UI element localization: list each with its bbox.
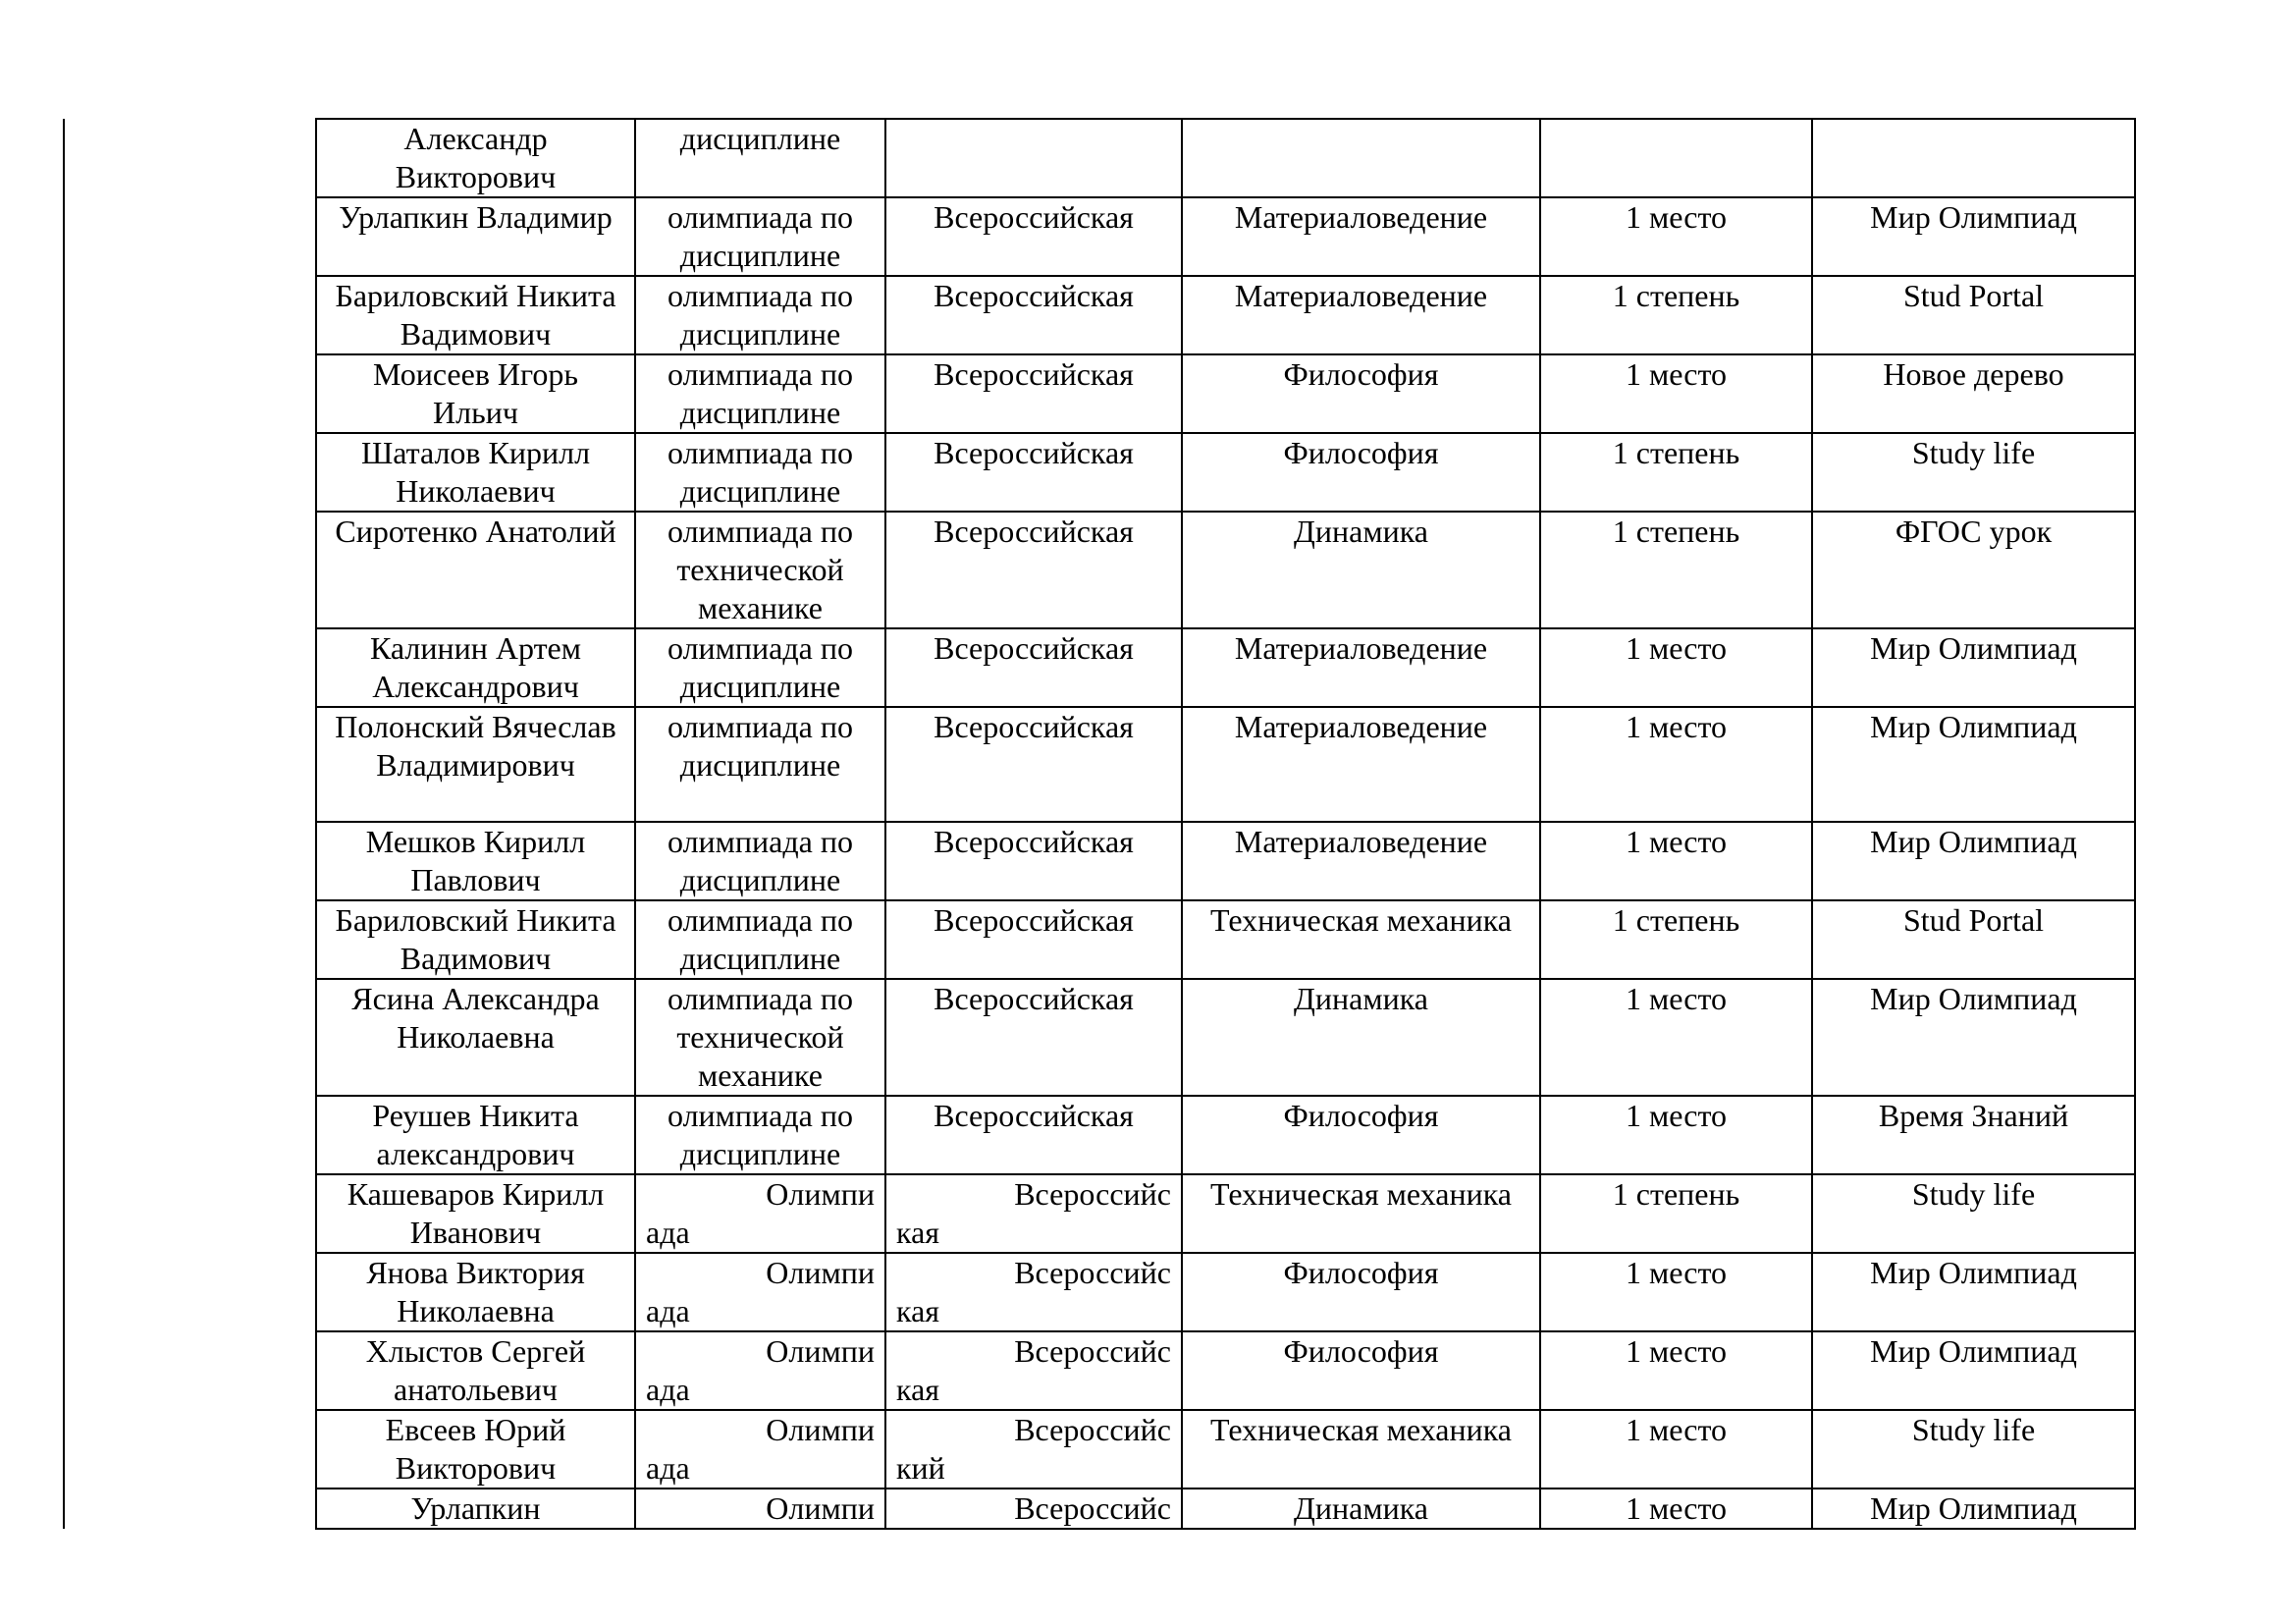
subject-cell: Философия (1182, 1253, 1540, 1331)
result-cell: 1 место (1540, 1489, 1812, 1529)
subject-cell: Материаловедение (1182, 707, 1540, 822)
table-row (64, 197, 2135, 276)
level-cell: Всероссийская (885, 628, 1182, 707)
level-part: Всероссийс (1014, 1176, 1171, 1212)
level-part: Всероссийс (1014, 1255, 1171, 1290)
student-name-cell: Хлыстов Сергей анатольевич (316, 1331, 635, 1410)
student-name-cell: Кашеваров Кирилл Иванович (316, 1174, 635, 1253)
subject-cell: Материаловедение (1182, 628, 1540, 707)
subject-cell: Техническая механика (1182, 900, 1540, 979)
result-cell: 1 место (1540, 1253, 1812, 1331)
table-row (64, 512, 2135, 628)
event-type-cell: олимпиада по дисциплине (635, 276, 885, 354)
table-row (64, 1253, 2135, 1331)
organizer-cell: Мир Олимпиад (1812, 979, 2135, 1096)
student-name-cell: Александр Викторович (316, 119, 635, 197)
organizer-cell (1812, 119, 2135, 197)
organizer-cell: Новое дерево (1812, 354, 2135, 433)
level-cell: Всероссийская (885, 354, 1182, 433)
result-cell: 1 место (1540, 979, 1812, 1096)
organizer-cell: Stud Portal (1812, 276, 2135, 354)
event-type-part: ада (646, 1293, 690, 1328)
organizer-cell: Мир Олимпиад (1812, 1489, 2135, 1529)
result-cell: 1 степень (1540, 1174, 1812, 1253)
result-cell: 1 степень (1540, 433, 1812, 512)
result-cell: 1 степень (1540, 900, 1812, 979)
event-type-part: ада (646, 1450, 690, 1486)
organizer-cell: Study life (1812, 1410, 2135, 1489)
event-type-part: Олимпи (766, 1333, 875, 1369)
event-type-cell: олимпиада по дисциплине (635, 900, 885, 979)
organizer-cell: Мир Олимпиад (1812, 628, 2135, 707)
level-part: Всероссийс (1014, 1412, 1171, 1447)
result-cell: 1 место (1540, 354, 1812, 433)
event-type-cell: Олимпи (635, 1489, 885, 1529)
level-cell (885, 1174, 1182, 1253)
result-cell: 1 место (1540, 822, 1812, 900)
organizer-cell: Мир Олимпиад (1812, 1253, 2135, 1331)
student-name-cell: Сиротенко Анатолий (316, 512, 635, 628)
olympiad-results-table (63, 118, 2136, 1530)
event-type-cell: олимпиада по технической механике (635, 979, 885, 1096)
subject-cell: Материаловедение (1182, 276, 1540, 354)
event-type-cell (635, 1174, 885, 1253)
subject-cell (1182, 119, 1540, 197)
result-cell: 1 место (1540, 1410, 1812, 1489)
result-cell: 1 место (1540, 1331, 1812, 1410)
table-row (64, 1331, 2135, 1410)
student-name-cell: Бариловский Никита Вадимович (316, 276, 635, 354)
organizer-cell: Мир Олимпиад (1812, 707, 2135, 822)
organizer-cell: Время Знаний (1812, 1096, 2135, 1174)
student-name-cell: Евсеев Юрий Викторович (316, 1410, 635, 1489)
event-type-cell: олимпиада по дисциплине (635, 707, 885, 822)
result-cell: 1 место (1540, 197, 1812, 276)
level-cell: Всероссийская (885, 707, 1182, 822)
table-row (64, 707, 2135, 822)
table-row (64, 119, 2135, 197)
event-type-cell: олимпиада по технической механике (635, 512, 885, 628)
result-cell: 1 место (1540, 707, 1812, 822)
event-type-cell (635, 1410, 885, 1489)
table-row (64, 1174, 2135, 1253)
level-cell: Всероссийс (885, 1489, 1182, 1529)
table-row (64, 628, 2135, 707)
event-type-cell (635, 1253, 885, 1331)
level-cell (885, 1331, 1182, 1410)
result-cell (1540, 119, 1812, 197)
student-name-cell: Янова Виктория Николаевна (316, 1253, 635, 1331)
event-type-part: Олимпи (766, 1176, 875, 1212)
event-type-part: ада (646, 1215, 690, 1250)
student-name-cell: Реушев Никита александрович (316, 1096, 635, 1174)
event-type-cell: дисциплине (635, 119, 885, 197)
level-part: кий (896, 1450, 945, 1486)
subject-cell: Динамика (1182, 512, 1540, 628)
level-cell: Всероссийская (885, 433, 1182, 512)
level-cell (885, 1410, 1182, 1489)
level-cell (885, 1253, 1182, 1331)
subject-cell: Философия (1182, 354, 1540, 433)
organizer-cell: Stud Portal (1812, 900, 2135, 979)
level-part: кая (896, 1215, 939, 1250)
level-cell: Всероссийская (885, 900, 1182, 979)
level-part: Всероссийс (1014, 1333, 1171, 1369)
table-row (64, 354, 2135, 433)
subject-cell: Динамика (1182, 979, 1540, 1096)
organizer-cell: Study life (1812, 433, 2135, 512)
student-name-cell: Мешков Кирилл Павлович (316, 822, 635, 900)
level-cell: Всероссийская (885, 822, 1182, 900)
event-type-cell: олимпиада по дисциплине (635, 1096, 885, 1174)
event-type-cell: олимпиада по дисциплине (635, 628, 885, 707)
table-row (64, 1489, 2135, 1529)
student-name-cell: Урлапкин Владимир (316, 197, 635, 276)
table-row (64, 822, 2135, 900)
table-row (64, 900, 2135, 979)
event-type-cell: олимпиада по дисциплине (635, 354, 885, 433)
result-cell: 1 место (1540, 1096, 1812, 1174)
event-type-cell: олимпиада по дисциплине (635, 197, 885, 276)
level-cell: Всероссийская (885, 512, 1182, 628)
result-cell: 1 место (1540, 628, 1812, 707)
table-row (64, 979, 2135, 1096)
subject-cell: Динамика (1182, 1489, 1540, 1529)
student-name-cell: Шаталов Кирилл Николаевич (316, 433, 635, 512)
event-type-cell (635, 1331, 885, 1410)
subject-cell: Философия (1182, 433, 1540, 512)
student-name-cell: Моисеев Игорь Ильич (316, 354, 635, 433)
subject-cell: Материаловедение (1182, 197, 1540, 276)
student-name-cell: Калинин Артем Александрович (316, 628, 635, 707)
student-name-cell: Ясина Александра Николаевна (316, 979, 635, 1096)
organizer-cell: Мир Олимпиад (1812, 1331, 2135, 1410)
result-cell: 1 степень (1540, 276, 1812, 354)
table-row (64, 1096, 2135, 1174)
subject-cell: Материаловедение (1182, 822, 1540, 900)
event-type-cell: олимпиада по дисциплине (635, 822, 885, 900)
result-cell: 1 степень (1540, 512, 1812, 628)
level-cell (885, 119, 1182, 197)
subject-cell: Философия (1182, 1096, 1540, 1174)
table-row (64, 276, 2135, 354)
level-cell: Всероссийская (885, 197, 1182, 276)
student-name-cell: Полонский Вячеслав Владимирович (316, 707, 635, 822)
event-type-part: Олимпи (766, 1412, 875, 1447)
level-cell: Всероссийская (885, 276, 1182, 354)
organizer-cell: ФГОС урок (1812, 512, 2135, 628)
organizer-cell: Мир Олимпиад (1812, 197, 2135, 276)
organizer-cell: Мир Олимпиад (1812, 822, 2135, 900)
event-type-cell: олимпиада по дисциплине (635, 433, 885, 512)
level-part: кая (896, 1293, 939, 1328)
table-row (64, 1410, 2135, 1489)
subject-cell: Техническая механика (1182, 1174, 1540, 1253)
subject-cell: Техническая механика (1182, 1410, 1540, 1489)
event-type-part: ада (646, 1372, 690, 1407)
blank-cell (64, 119, 316, 1529)
level-cell: Всероссийская (885, 1096, 1182, 1174)
event-type-part: Олимпи (766, 1255, 875, 1290)
subject-cell: Философия (1182, 1331, 1540, 1410)
organizer-cell: Study life (1812, 1174, 2135, 1253)
student-name-cell: Урлапкин (316, 1489, 635, 1529)
table-row (64, 433, 2135, 512)
level-part: кая (896, 1372, 939, 1407)
student-name-cell: Бариловский Никита Вадимович (316, 900, 635, 979)
level-cell: Всероссийская (885, 979, 1182, 1096)
